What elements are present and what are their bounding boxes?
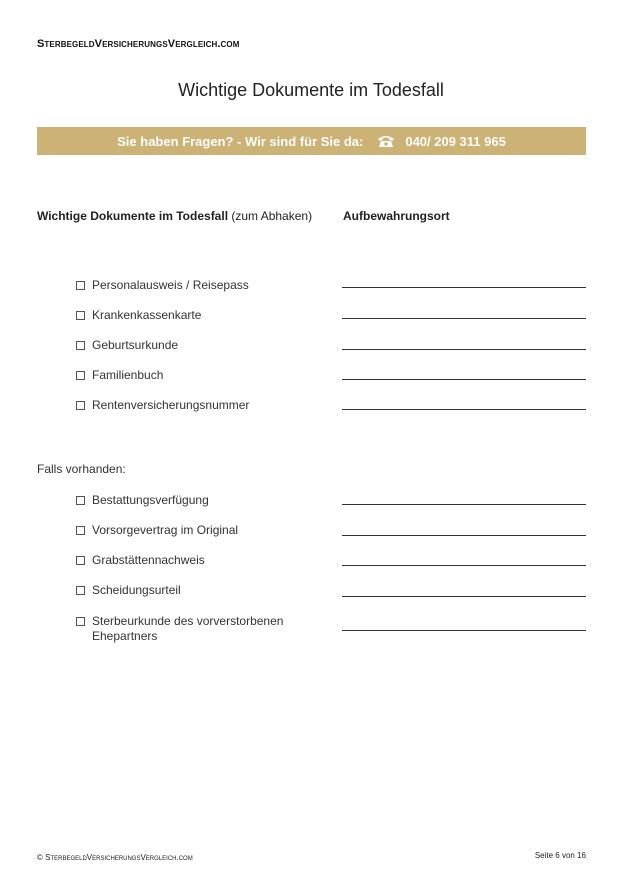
item-label: Geburtsurkunde <box>92 338 179 352</box>
brand-name: SterbegeldVersicherungsVergleich.com <box>37 38 240 50</box>
storage-location-field[interactable] <box>342 535 586 536</box>
checklist-item[interactable] <box>76 493 209 508</box>
page-number: Seite 6 von 16 <box>534 851 586 860</box>
storage-location-field[interactable] <box>342 349 586 350</box>
storage-location-field[interactable] <box>342 630 586 631</box>
item-label: Krankenkassenkarte <box>92 308 202 322</box>
storage-location-field[interactable] <box>342 409 586 410</box>
item-label: Scheidungsurteil <box>92 583 181 597</box>
checklist-item[interactable] <box>76 308 201 323</box>
storage-location-field[interactable] <box>342 287 586 288</box>
banner-phone-number: 040/ 209 311 965 <box>405 133 506 149</box>
checklist-item[interactable] <box>76 583 181 598</box>
storage-location-field[interactable] <box>342 318 586 319</box>
item-label: Bestattungsverfügung <box>92 493 209 507</box>
checkbox[interactable] <box>76 311 85 320</box>
documents-column-title: Wichtige Dokumente im Todesfall <box>37 209 229 223</box>
item-label: Personalausweis / Reisepass <box>92 278 249 292</box>
storage-location-field[interactable] <box>342 504 586 505</box>
checkbox[interactable] <box>76 401 85 410</box>
checkbox[interactable] <box>76 341 85 350</box>
checkbox[interactable] <box>76 526 85 535</box>
storage-location-field[interactable] <box>342 565 586 566</box>
checklist-item[interactable] <box>76 614 302 644</box>
checklist-item[interactable] <box>76 368 163 383</box>
checkbox[interactable] <box>76 586 85 595</box>
footer-copyright: © SterbegeldVersicherungsVergleich.com <box>37 853 193 862</box>
documents-column-header <box>37 209 312 223</box>
storage-column-header: Aufbewahrungsort <box>343 209 450 223</box>
optional-section-label: Falls vorhanden: <box>37 462 126 476</box>
documents-column-note: (zum Abhaken) <box>228 209 313 223</box>
checklist-item[interactable] <box>76 278 249 293</box>
storage-location-field[interactable] <box>342 379 586 380</box>
storage-location-field[interactable] <box>342 596 586 597</box>
checkbox[interactable] <box>76 281 85 290</box>
checklist-item[interactable] <box>76 338 178 353</box>
item-label: Grabstättennachweis <box>92 553 205 567</box>
checkbox[interactable] <box>76 371 85 380</box>
checklist-item[interactable] <box>76 398 249 413</box>
checklist-item[interactable] <box>76 523 238 538</box>
contact-banner <box>37 127 586 155</box>
phone-icon <box>377 134 395 148</box>
item-label: Vorsorgevertrag im Original <box>92 523 239 537</box>
banner-question: Sie haben Fragen? - Wir sind für Sie da: <box>117 133 364 149</box>
item-label: Sterbeurkunde des vorverstorbenen Ehepartners <box>92 614 284 643</box>
page-title: Wichtige Dokumente im Todesfall <box>178 80 444 100</box>
checklist-item[interactable] <box>76 553 205 568</box>
checkbox[interactable] <box>76 556 85 565</box>
item-label: Familienbuch <box>92 368 164 382</box>
item-label: Rentenversicherungsnummer <box>92 398 250 412</box>
checkbox[interactable] <box>76 496 85 505</box>
checkbox[interactable] <box>76 617 85 626</box>
